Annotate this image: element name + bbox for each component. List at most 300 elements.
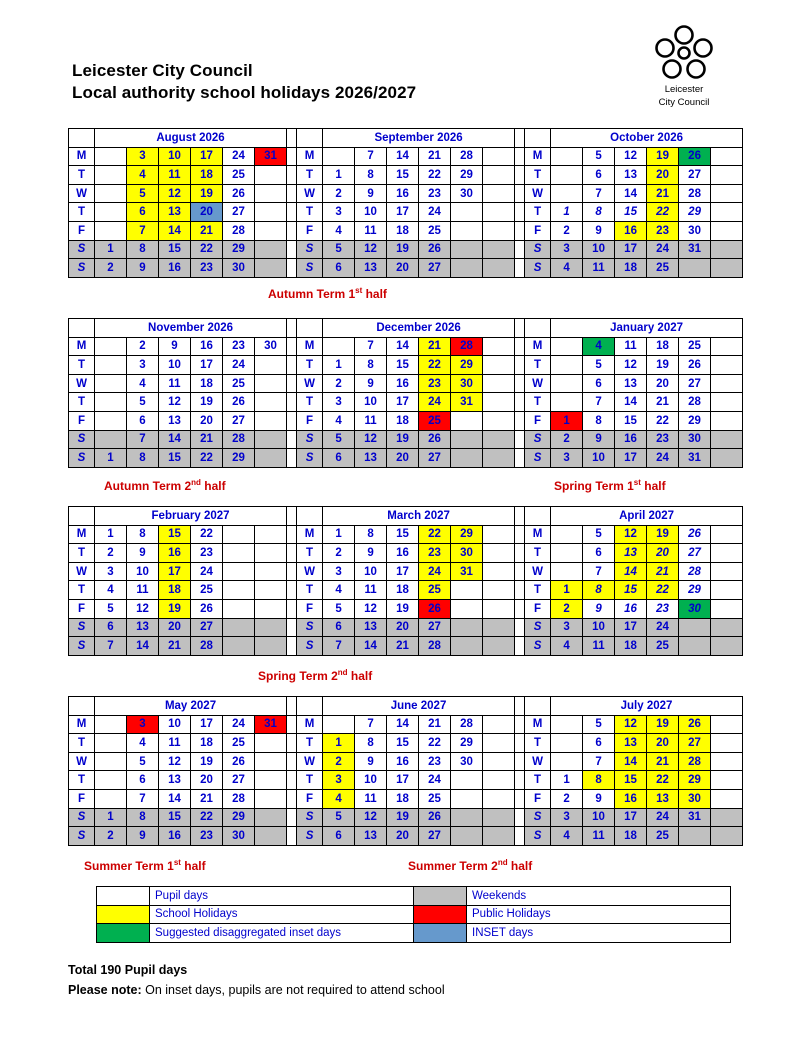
day-cell: 8 (127, 525, 159, 544)
day-cell: 17 (191, 356, 223, 375)
empty-cell (255, 240, 287, 259)
empty-cell (95, 752, 127, 771)
month-title: August 2026 (95, 129, 287, 148)
day-cell: 23 (647, 430, 679, 449)
day-cell: 21 (191, 221, 223, 240)
day-cell: 11 (355, 789, 387, 808)
empty-cell (255, 581, 287, 600)
day-cell: 2 (551, 789, 583, 808)
day-cell: 6 (323, 827, 355, 846)
day-label: S (525, 449, 551, 468)
day-cell: 10 (127, 562, 159, 581)
day-cell: 22 (191, 449, 223, 468)
day-label: F (525, 599, 551, 618)
calendar-week-row (69, 259, 743, 278)
day-cell: 13 (355, 618, 387, 637)
day-cell: 17 (387, 203, 419, 222)
day-cell: 4 (127, 734, 159, 753)
day-cell: 3 (323, 393, 355, 412)
empty-cell (223, 562, 255, 581)
day-cell: 14 (615, 562, 647, 581)
empty-cell (551, 356, 583, 375)
flower-logo-icon (651, 22, 717, 82)
calendar-week-row (69, 374, 743, 393)
day-cell: 20 (647, 544, 679, 563)
day-label: M (297, 147, 323, 166)
day-label: F (69, 789, 95, 808)
empty-cell (255, 393, 287, 412)
day-label: M (297, 715, 323, 734)
day-label: T (69, 393, 95, 412)
day-cell: 26 (419, 599, 451, 618)
day-cell: 6 (583, 166, 615, 185)
empty-cell (255, 637, 287, 656)
day-label: S (69, 240, 95, 259)
day-label: S (69, 449, 95, 468)
empty-cell (483, 715, 515, 734)
day-label: W (525, 374, 551, 393)
day-cell: 22 (647, 771, 679, 790)
empty-cell (483, 411, 515, 430)
day-cell: 5 (323, 599, 355, 618)
day-cell: 4 (127, 166, 159, 185)
day-label: M (525, 525, 551, 544)
empty-cell (711, 240, 743, 259)
day-label: T (525, 166, 551, 185)
day-cell: 15 (387, 525, 419, 544)
calendar-table (68, 696, 743, 846)
day-cell: 6 (583, 374, 615, 393)
empty-cell (483, 147, 515, 166)
day-label: W (297, 184, 323, 203)
day-cell: 27 (419, 259, 451, 278)
day-cell: 10 (159, 715, 191, 734)
day-cell: 18 (191, 166, 223, 185)
day-cell: 18 (387, 581, 419, 600)
day-cell: 16 (615, 599, 647, 618)
day-label: T (297, 356, 323, 375)
day-cell: 27 (679, 734, 711, 753)
empty-cell (483, 203, 515, 222)
day-cell: 5 (127, 752, 159, 771)
day-cell: 10 (355, 562, 387, 581)
empty-cell (711, 203, 743, 222)
day-cell: 12 (127, 599, 159, 618)
day-cell: 30 (679, 221, 711, 240)
term-caption: Summer Term 1st half (84, 858, 206, 873)
day-label: T (297, 581, 323, 600)
day-cell: 12 (615, 715, 647, 734)
document-subtitle: Local authority school holidays 2026/2027 (72, 83, 417, 102)
day-label: T (297, 166, 323, 185)
day-cell: 1 (95, 525, 127, 544)
day-cell: 19 (387, 240, 419, 259)
day-label: S (297, 827, 323, 846)
day-cell: 9 (355, 374, 387, 393)
day-cell: 11 (583, 827, 615, 846)
day-cell: 13 (615, 734, 647, 753)
day-cell: 14 (127, 637, 159, 656)
day-cell: 29 (679, 771, 711, 790)
day-cell: 29 (223, 808, 255, 827)
empty-cell (451, 411, 483, 430)
calendar-block (68, 318, 720, 468)
day-label: S (525, 259, 551, 278)
day-cell: 23 (191, 544, 223, 563)
term-caption: Autumn Term 2nd half (104, 478, 226, 493)
empty-cell (711, 184, 743, 203)
empty-cell (711, 393, 743, 412)
empty-cell (679, 827, 711, 846)
month-title: June 2027 (323, 697, 515, 716)
day-cell: 25 (419, 221, 451, 240)
month-title: March 2027 (323, 507, 515, 526)
day-label: S (297, 808, 323, 827)
empty-cell (483, 393, 515, 412)
day-cell: 21 (647, 562, 679, 581)
legend-label: Suggested disaggregated inset days (150, 924, 414, 943)
day-cell: 19 (387, 808, 419, 827)
day-label: S (69, 430, 95, 449)
day-cell: 27 (679, 544, 711, 563)
empty-cell (483, 240, 515, 259)
calendar-week-row (69, 166, 743, 185)
empty-cell (95, 789, 127, 808)
day-cell: 17 (615, 240, 647, 259)
day-cell: 4 (323, 581, 355, 600)
day-cell: 25 (223, 734, 255, 753)
day-cell: 17 (615, 449, 647, 468)
day-cell: 28 (191, 637, 223, 656)
day-label: S (297, 618, 323, 637)
day-label: M (69, 715, 95, 734)
day-cell: 17 (387, 562, 419, 581)
empty-cell (711, 715, 743, 734)
day-cell: 6 (127, 771, 159, 790)
day-cell: 2 (323, 752, 355, 771)
day-cell: 1 (323, 166, 355, 185)
legend-swatch (97, 924, 150, 943)
day-label: T (297, 203, 323, 222)
empty-cell (551, 374, 583, 393)
day-cell: 7 (583, 184, 615, 203)
legend-label: Pupil days (150, 887, 414, 906)
day-cell: 7 (127, 430, 159, 449)
empty-cell (255, 449, 287, 468)
day-cell: 11 (615, 337, 647, 356)
day-cell: 31 (451, 562, 483, 581)
day-label: W (525, 752, 551, 771)
day-cell: 6 (127, 411, 159, 430)
day-cell: 17 (615, 808, 647, 827)
legend-label: School Holidays (150, 905, 414, 924)
day-cell: 20 (191, 203, 223, 222)
day-cell: 10 (355, 771, 387, 790)
empty-cell (255, 544, 287, 563)
calendar-week-row (69, 771, 743, 790)
day-cell: 28 (451, 147, 483, 166)
empty-cell (451, 240, 483, 259)
day-label: T (525, 544, 551, 563)
day-cell: 14 (387, 337, 419, 356)
day-label: F (69, 411, 95, 430)
day-cell: 28 (451, 715, 483, 734)
empty-cell (483, 449, 515, 468)
day-cell: 25 (679, 337, 711, 356)
total-pupil-days: Total 190 Pupil days (68, 963, 188, 977)
day-cell: 9 (583, 430, 615, 449)
day-cell: 19 (191, 752, 223, 771)
day-cell: 21 (419, 337, 451, 356)
day-cell: 28 (223, 789, 255, 808)
empty-cell (711, 599, 743, 618)
empty-cell (255, 789, 287, 808)
month-title: July 2027 (551, 697, 743, 716)
empty-cell (483, 581, 515, 600)
day-label: T (525, 771, 551, 790)
day-cell: 25 (223, 374, 255, 393)
term-caption: Spring Term 1st half (554, 478, 666, 493)
day-cell: 19 (191, 393, 223, 412)
day-cell: 1 (323, 356, 355, 375)
empty-cell (95, 221, 127, 240)
day-label: T (525, 581, 551, 600)
empty-cell (711, 259, 743, 278)
day-cell: 28 (223, 221, 255, 240)
day-cell: 6 (583, 544, 615, 563)
day-cell: 1 (323, 734, 355, 753)
day-cell: 20 (647, 734, 679, 753)
day-cell: 26 (679, 147, 711, 166)
day-cell: 11 (159, 734, 191, 753)
day-cell: 8 (583, 203, 615, 222)
day-cell: 13 (159, 771, 191, 790)
day-cell: 20 (387, 449, 419, 468)
empty-cell (255, 411, 287, 430)
empty-cell (255, 734, 287, 753)
day-cell: 24 (223, 147, 255, 166)
day-cell: 7 (583, 752, 615, 771)
day-cell: 14 (615, 184, 647, 203)
legend-label: Weekends (467, 887, 731, 906)
day-cell: 16 (387, 374, 419, 393)
empty-cell (255, 259, 287, 278)
day-label: S (297, 430, 323, 449)
day-label: M (69, 525, 95, 544)
day-cell: 9 (127, 544, 159, 563)
day-cell: 26 (679, 715, 711, 734)
day-cell: 6 (583, 734, 615, 753)
empty-cell (679, 259, 711, 278)
day-cell: 18 (615, 259, 647, 278)
day-cell: 12 (355, 599, 387, 618)
calendar-week-row (69, 147, 743, 166)
empty-cell (711, 637, 743, 656)
legend-row (97, 924, 731, 943)
day-label: M (525, 337, 551, 356)
day-cell: 17 (191, 715, 223, 734)
day-cell: 22 (647, 581, 679, 600)
day-cell: 19 (191, 184, 223, 203)
day-cell: 8 (127, 808, 159, 827)
day-cell: 2 (551, 221, 583, 240)
day-cell: 9 (127, 259, 159, 278)
day-label: F (297, 411, 323, 430)
day-cell: 2 (323, 374, 355, 393)
day-cell: 5 (583, 356, 615, 375)
day-cell: 30 (451, 544, 483, 563)
calendar-week-row (69, 544, 743, 563)
day-cell: 19 (647, 147, 679, 166)
calendar-block (68, 506, 720, 656)
day-cell: 6 (95, 618, 127, 637)
day-cell: 28 (679, 184, 711, 203)
day-cell: 31 (679, 240, 711, 259)
day-label: S (69, 618, 95, 637)
day-cell: 16 (387, 544, 419, 563)
calendar-table (68, 128, 743, 278)
day-cell: 19 (159, 599, 191, 618)
day-cell: 25 (419, 411, 451, 430)
empty-cell (679, 637, 711, 656)
day-cell: 19 (647, 715, 679, 734)
day-cell: 3 (127, 147, 159, 166)
day-cell: 5 (127, 184, 159, 203)
day-cell: 30 (255, 337, 287, 356)
empty-cell (711, 734, 743, 753)
day-label: S (525, 808, 551, 827)
day-cell: 15 (615, 203, 647, 222)
day-cell: 2 (127, 337, 159, 356)
legend-row (97, 887, 731, 906)
day-cell: 7 (583, 393, 615, 412)
month-title: December 2026 (323, 319, 515, 338)
empty-cell (323, 715, 355, 734)
calendar-week-row (69, 827, 743, 846)
day-cell: 1 (323, 525, 355, 544)
calendar-week-row (69, 337, 743, 356)
day-cell: 26 (223, 752, 255, 771)
day-cell: 30 (679, 430, 711, 449)
empty-cell (95, 147, 127, 166)
empty-cell (711, 147, 743, 166)
day-cell: 20 (647, 374, 679, 393)
day-cell: 7 (355, 715, 387, 734)
day-cell: 16 (191, 337, 223, 356)
day-cell: 1 (95, 240, 127, 259)
leicester-city-council-logo (638, 22, 730, 108)
calendar-week-row (69, 221, 743, 240)
day-cell: 21 (191, 789, 223, 808)
day-cell: 6 (323, 618, 355, 637)
day-label: T (525, 356, 551, 375)
empty-cell (223, 618, 255, 637)
day-cell: 13 (615, 166, 647, 185)
day-cell: 3 (127, 715, 159, 734)
day-cell: 22 (419, 166, 451, 185)
day-label: W (297, 374, 323, 393)
empty-cell (711, 808, 743, 827)
day-cell: 29 (451, 166, 483, 185)
day-label: W (525, 184, 551, 203)
day-cell: 13 (615, 544, 647, 563)
month-title: January 2027 (551, 319, 743, 338)
day-label: T (297, 734, 323, 753)
day-cell: 3 (551, 240, 583, 259)
day-cell: 22 (419, 525, 451, 544)
day-cell: 15 (615, 771, 647, 790)
calendar-week-row (69, 637, 743, 656)
day-cell: 4 (127, 374, 159, 393)
day-cell: 16 (615, 430, 647, 449)
calendar-week-row (69, 240, 743, 259)
day-cell: 26 (419, 430, 451, 449)
empty-cell (451, 599, 483, 618)
empty-cell (95, 356, 127, 375)
day-cell: 13 (127, 618, 159, 637)
day-cell: 4 (551, 827, 583, 846)
day-label: M (69, 337, 95, 356)
day-cell: 4 (551, 259, 583, 278)
empty-cell (551, 184, 583, 203)
empty-cell (255, 374, 287, 393)
day-cell: 11 (355, 581, 387, 600)
empty-cell (451, 259, 483, 278)
day-cell: 23 (223, 337, 255, 356)
day-cell: 1 (551, 203, 583, 222)
day-cell: 12 (615, 147, 647, 166)
day-cell: 23 (419, 752, 451, 771)
day-cell: 8 (583, 771, 615, 790)
day-cell: 21 (419, 715, 451, 734)
note-label: Please note: (68, 983, 142, 997)
calendar-week-row (69, 449, 743, 468)
empty-cell (451, 637, 483, 656)
day-cell: 13 (615, 374, 647, 393)
day-cell: 29 (679, 203, 711, 222)
day-cell: 10 (355, 393, 387, 412)
day-cell: 15 (159, 449, 191, 468)
empty-cell (255, 221, 287, 240)
empty-cell (711, 356, 743, 375)
day-cell: 12 (355, 430, 387, 449)
empty-cell (223, 637, 255, 656)
day-cell: 15 (387, 166, 419, 185)
empty-cell (451, 618, 483, 637)
day-cell: 25 (419, 581, 451, 600)
day-cell: 1 (551, 581, 583, 600)
day-cell: 24 (419, 393, 451, 412)
empty-cell (551, 393, 583, 412)
day-cell: 24 (191, 562, 223, 581)
day-cell: 3 (323, 203, 355, 222)
council-name: Leicester City Council (72, 61, 253, 80)
day-label: M (525, 147, 551, 166)
day-cell: 18 (615, 827, 647, 846)
day-cell: 30 (451, 752, 483, 771)
day-cell: 19 (387, 430, 419, 449)
day-cell: 18 (387, 789, 419, 808)
day-cell: 3 (551, 618, 583, 637)
day-cell: 5 (323, 430, 355, 449)
day-cell: 18 (191, 734, 223, 753)
day-cell: 26 (223, 184, 255, 203)
day-cell: 19 (647, 356, 679, 375)
day-cell: 21 (419, 147, 451, 166)
empty-cell (255, 562, 287, 581)
day-cell: 8 (355, 356, 387, 375)
day-label: S (525, 827, 551, 846)
